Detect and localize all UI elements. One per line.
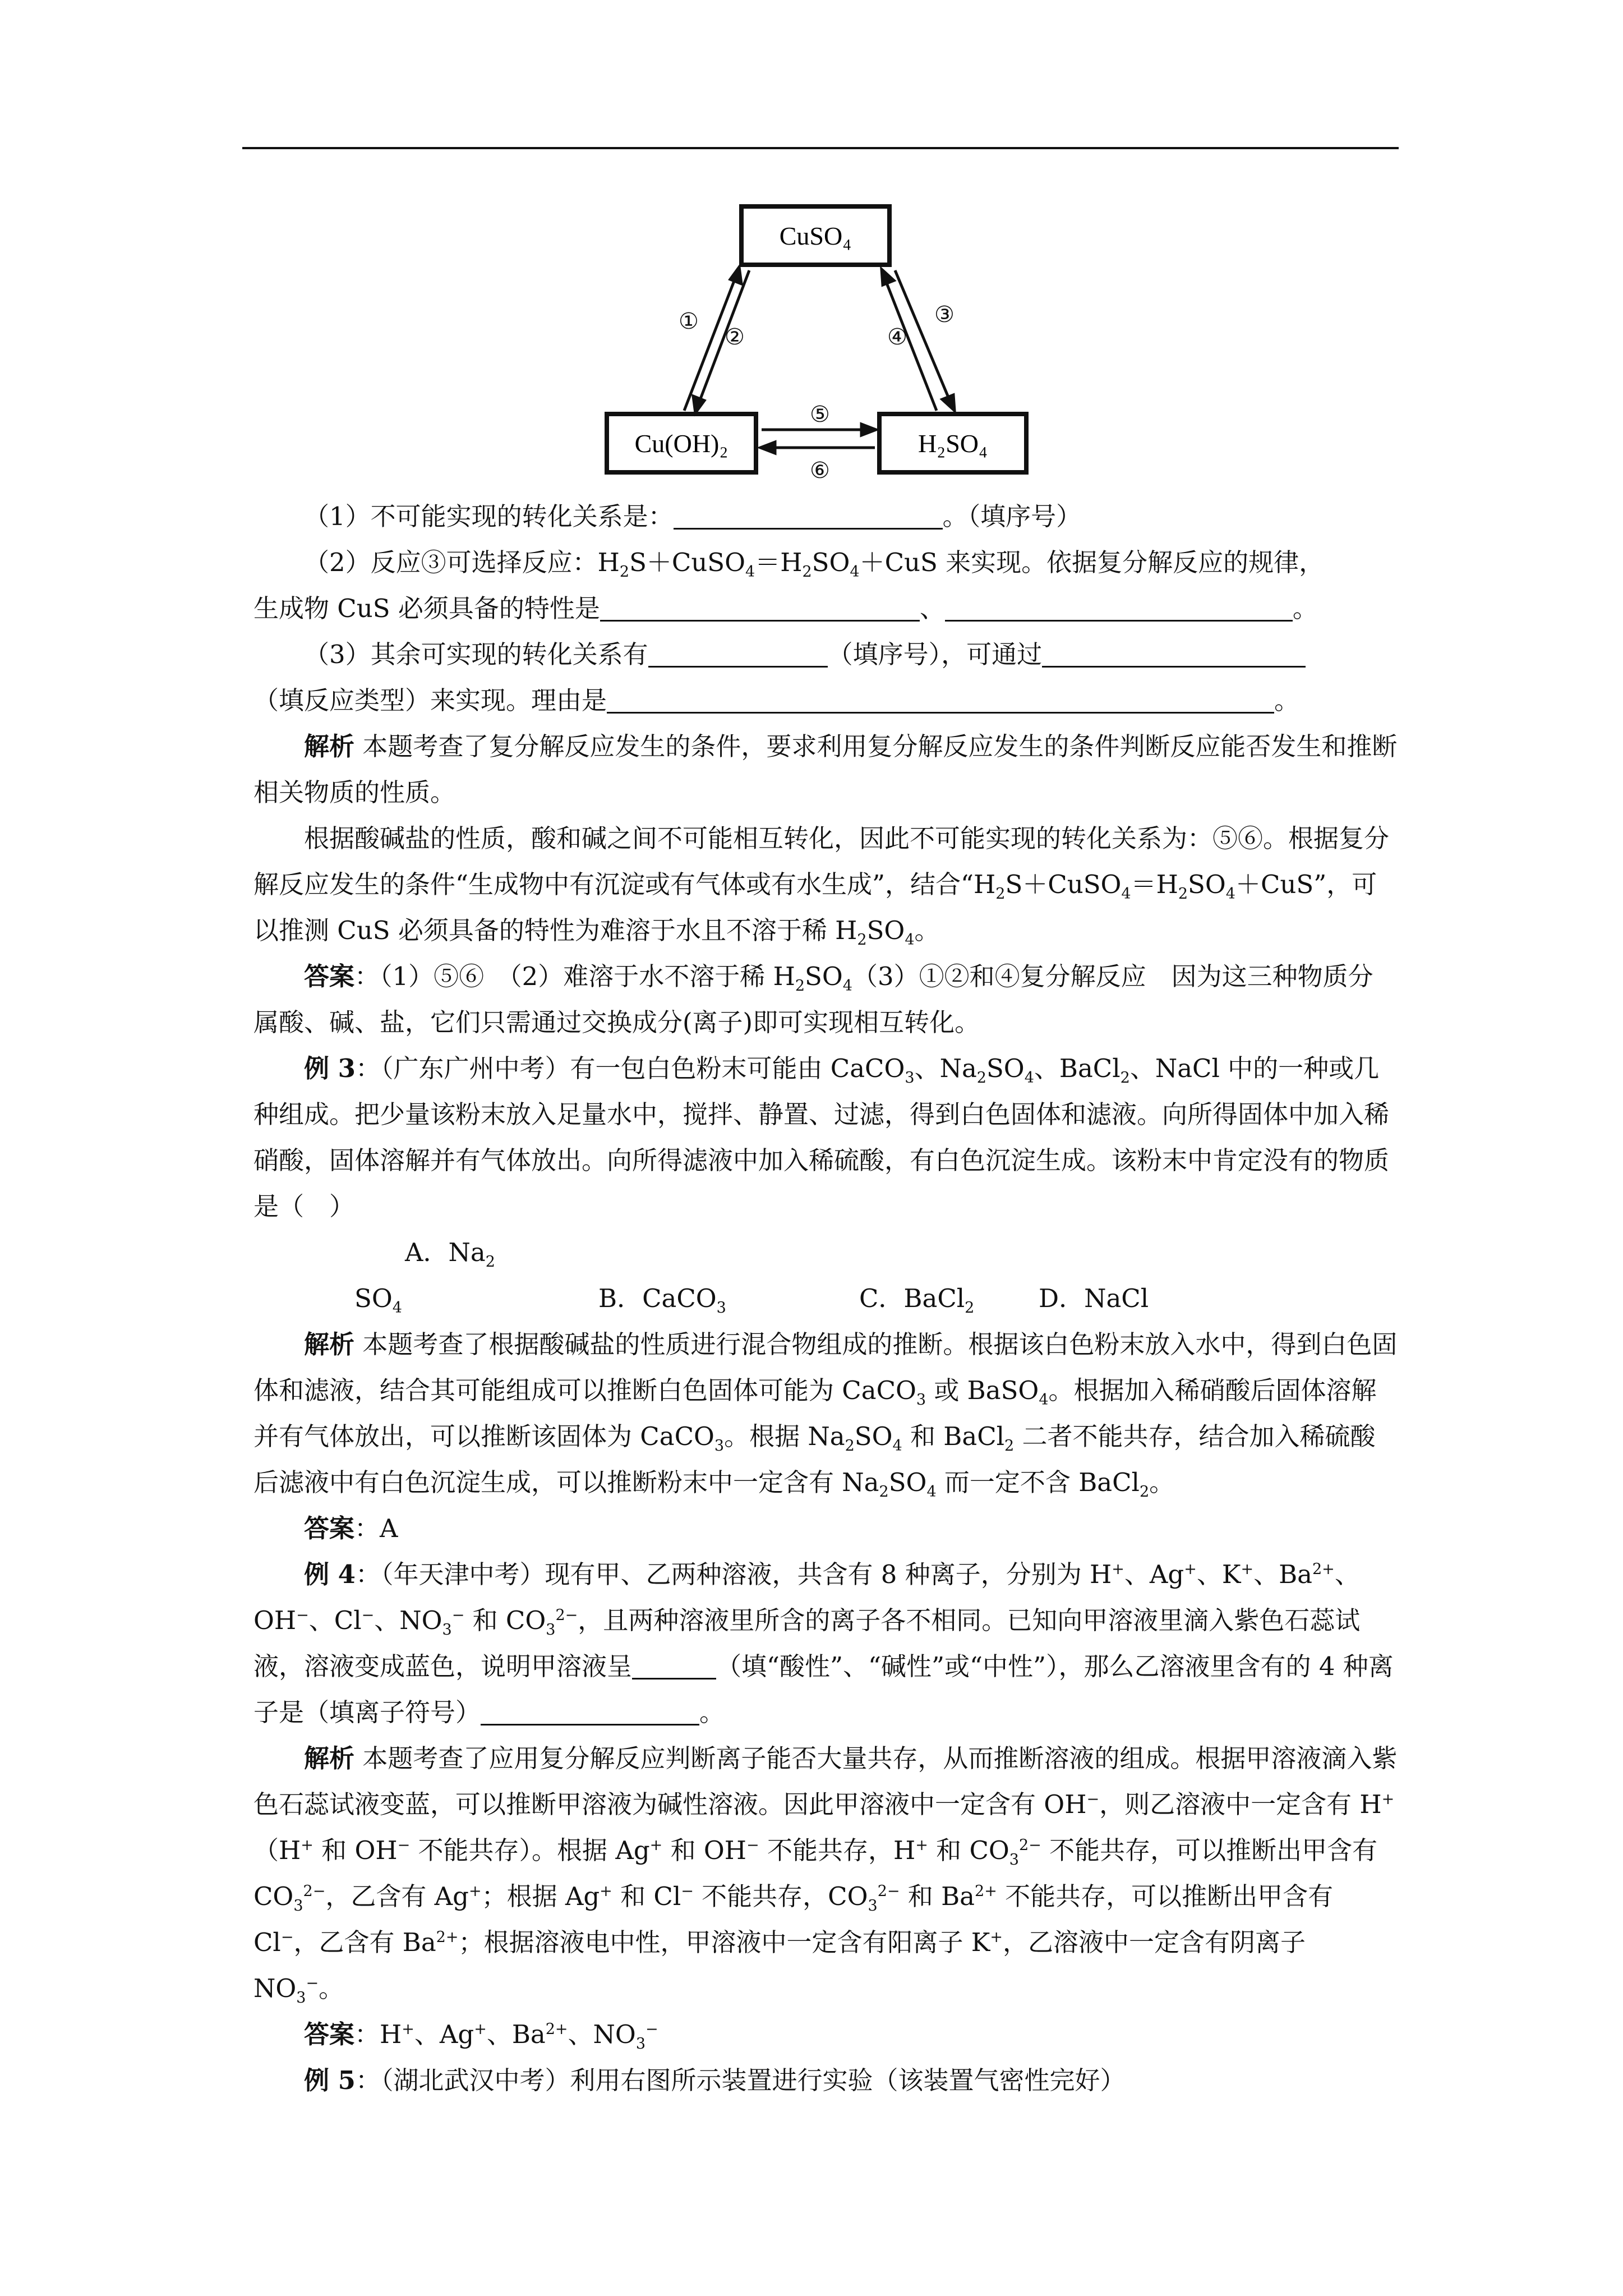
- box-cuoh2: [607, 414, 756, 472]
- ex4-answer: 答案：H+、Ag+、$Ba^{2+}$、$NO_3^-$: [304, 2019, 658, 2053]
- box-cuso4: [741, 206, 889, 265]
- option-b[interactable]: B．CaCO$_3$: [598, 1283, 726, 1317]
- conversion-diagram: [594, 202, 1043, 482]
- blank-2a[interactable]: [600, 592, 920, 622]
- svg-text:Cu(OH)₂: Cu(OH)₂: [634, 429, 728, 458]
- label-4: ④: [887, 324, 907, 350]
- document-body: [253, 494, 1398, 2104]
- ex2-answer: 答案：（1）⑤⑥ （2）难溶于水不溶于稀 $H_2SO_4(3)①②$和④复分解反应 因为这三种物质分属酸、碱、盐，它们只需通过交换成分(离子)即可实现相互转化。: [253, 961, 1373, 1037]
- blank-2b[interactable]: [945, 592, 1293, 622]
- label-5: ⑤: [810, 402, 830, 427]
- label-3: ③: [934, 302, 955, 328]
- arrow-4-head: [882, 269, 894, 285]
- option-c[interactable]: C．BaCl$_2$: [859, 1283, 975, 1317]
- ex3-options: [253, 1230, 1398, 1322]
- arrow-1-head: [730, 267, 741, 284]
- svg-text:H₂SO₄: H₂SO₄: [917, 429, 988, 458]
- question-2-cont: 生成物 CuS 必须具备的特性是 、 。: [253, 586, 1398, 632]
- example-3: 例 3：（广东广州中考）有一包白色粉末可能由 CaCO$_3$、$Na_2SO_4$、BaCl$_2$、NaCl 中的一种或几种组成。把少量该粉末放入足量水中，搅拌、静置、过滤，得到白色固体和滤液。向所得固体中加入稀硝酸，固体溶解并有气体放出。向所得滤液中加入稀硫酸，有白色沉淀生成。该粉末中肯定没有的物质是（ ）: [253, 1053, 1390, 1221]
- question-3: （3）其余可实现的转化关系有 （填序号），可通过: [253, 632, 1398, 678]
- question-1: （1）不可能实现的转化关系是： 。（填序号）: [253, 494, 1398, 540]
- example-5: 例 5：（湖北武汉中考）利用右图所示装置进行实验（该装置气密性完好）: [304, 2065, 1126, 2095]
- svg-text:CuSO₄: CuSO₄: [779, 222, 852, 250]
- option-d[interactable]: D．NaCl: [1039, 1283, 1149, 1313]
- blank-4b[interactable]: [481, 1696, 699, 1726]
- ex4-analysis: 解析 本题考查了应用复分解反应判断离子能否大量共存，从而推断溶液的组成。根据甲溶液滴入紫色石蕊试液变蓝，可以推断甲溶液为碱性溶液。因此甲溶液中一定含有 OH−，则乙溶液中一定含有 H+（H+ 和 OH− 不能共存）。根据 Ag+ 和 OH− 不能共存，H+ 和 $CO_3^{2-}$ 不能共存，可以推断出甲含有 $CO_3^{2-}$，乙含有 Ag+；根据 Ag+ 和 Cl− 不能共存，$CO_3^{2-}$ 和 $Ba^{2+}$ 不能共存，可以推断出甲含有 Cl−，乙含有 $Ba^{2+}$；根据溶液电中性，甲溶液中一定含有阳离子 K+，乙溶液中一定含有阴离子 $NO_3^-$。: [253, 1743, 1398, 2007]
- blank-4a[interactable]: [632, 1650, 716, 1680]
- arrow-3-head: [942, 395, 955, 411]
- ex3-answer: 答案：A: [304, 1513, 398, 1543]
- label-6: ⑥: [810, 458, 830, 482]
- example-4: 例 4：（年天津中考）现有甲、乙两种溶液，共含有 8 种离子，分别为 H+、Ag+、K+、$Ba^{2+}$、OH−、Cl−、$NO_3^-$ 和 $CO_3^{2-}$，且两种溶液里所含的离子各不相同。已知向甲溶液里滴入紫色石蕊试液，溶液变成蓝色，说明甲溶液呈 （填“酸性”、“碱性”或“中性”），那么乙溶液里含有的 4 种离子是（填离子符号） 。: [253, 1559, 1394, 1727]
- label-1: ①: [679, 309, 699, 334]
- arrow-2-head: [693, 396, 704, 413]
- blank-3c[interactable]: [607, 684, 1274, 714]
- question-3-cont: （填反应类型）来实现。理由是 。: [253, 678, 1398, 724]
- ex2-analysis-2: 根据酸碱盐的性质，酸和碱之间不可能相互转化，因此不可能实现的转化关系为：⑤⑥。根据复分解反应发生的条件“生成物中有沉淀或有气体或有水生成”，结合“$H_2S+CuSO_4=H_2SO_4+CuS$”，可以推测 CuS 必须具备的特性为难溶于水且不溶于稀 $H_2SO_4$。: [253, 823, 1390, 949]
- question-2: （2）反应③可选择反应：$H_2S+CuSO_4=H_2SO_4+CuS$ 来实现。依据复分解反应的规律，: [304, 547, 1325, 581]
- option-a[interactable]: A．$Na_2SO_4$: [354, 1237, 495, 1317]
- ex3-analysis: 解析 本题考查了根据酸碱盐的性质进行混合物组成的推断。根据该白色粉末放入水中，得到白色固体和滤液，结合其可能组成可以推断白色固体可能为 CaCO$_3$ 或 BaSO$_4$。根据加入稀硝酸后固体溶解并有气体放出，可以推断该固体为 CaCO$_3$。根据 $Na_2SO_4$ 和 BaCl$_2$ 二者不能共存，结合加入稀硫酸后滤液中有白色沉淀生成，可以推断粉末中一定含有 $Na_2SO_4$ 而一定不含 BaCl$_2$。: [253, 1329, 1398, 1501]
- arrow-6-head: [760, 442, 775, 453]
- blank-3b[interactable]: [1042, 638, 1306, 668]
- box-h2so4: [879, 414, 1026, 472]
- arrow-5-head: [861, 424, 876, 435]
- blank-3a[interactable]: [648, 638, 828, 668]
- label-2: ②: [725, 324, 745, 350]
- ex2-analysis-1: 解析 本题考查了复分解反应发生的条件，要求利用复分解反应发生的条件判断反应能否发生和推断相关物质的性质。: [253, 731, 1398, 807]
- blank-1[interactable]: [674, 500, 943, 530]
- header-rule: [242, 147, 1399, 149]
